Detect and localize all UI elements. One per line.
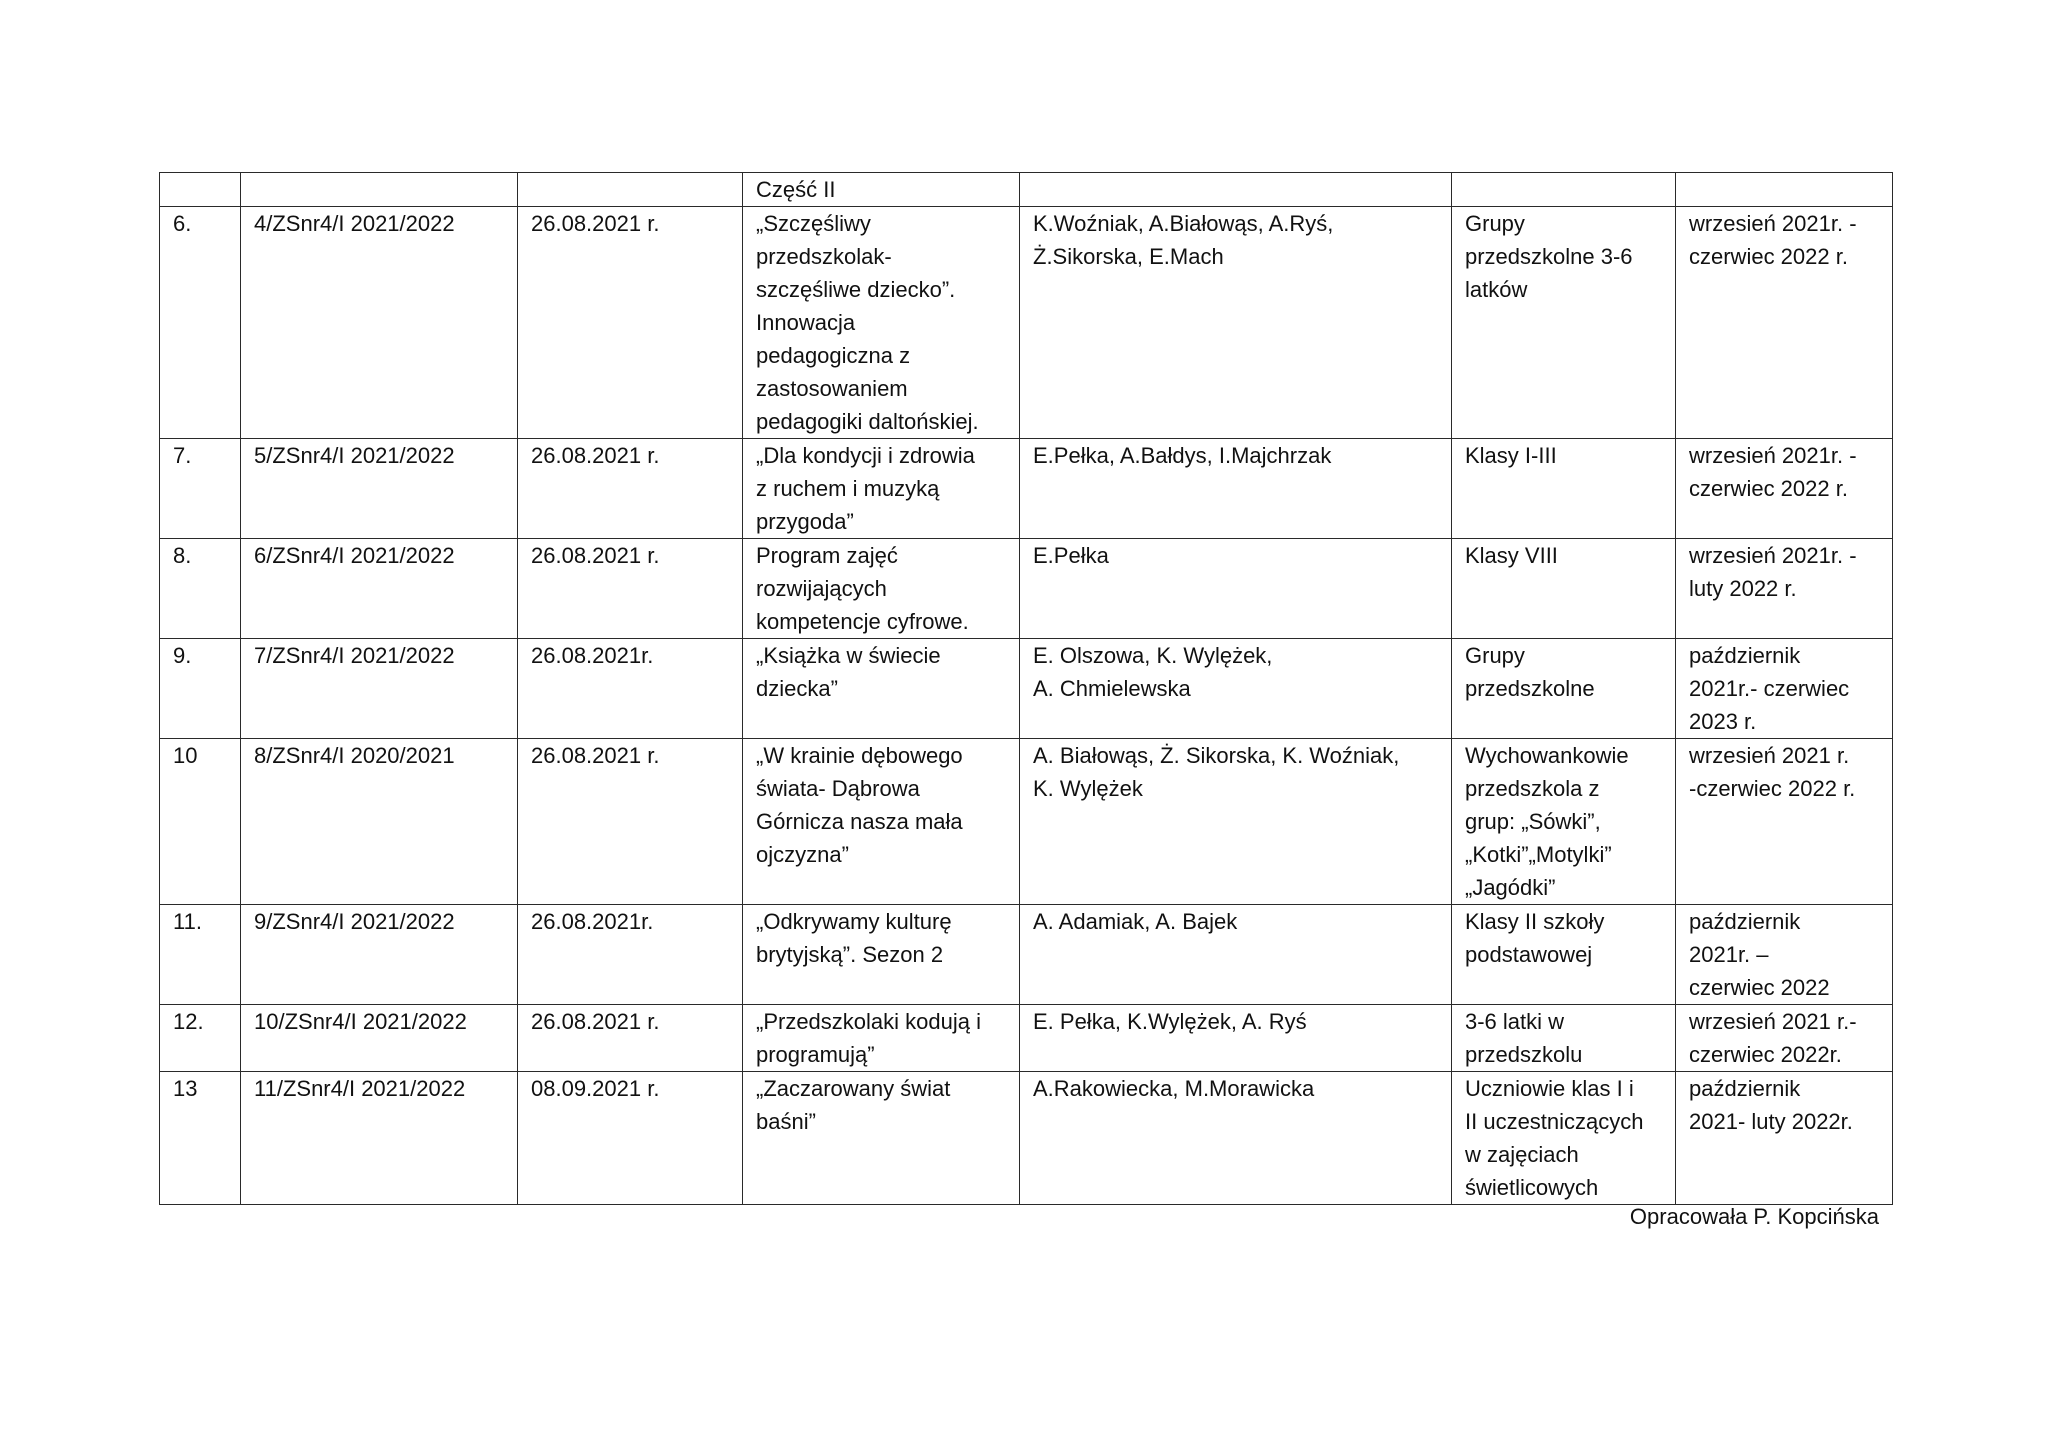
implementation-period-cell: październik 2021r.- czerwiec 2023 r. [1676,639,1893,739]
target-group-cell: Klasy I-III [1452,439,1676,539]
row-number-cell: 11. [160,905,241,1005]
authors-cell: A. Adamiak, A. Bajek [1020,905,1452,1005]
empty-cell [241,173,518,207]
empty-cell [1452,173,1676,207]
implementation-period-cell: wrzesień 2021 r.- czerwiec 2022r. [1676,1005,1893,1072]
approval-date-cell: 26.08.2021 r. [518,1005,743,1072]
table-row [160,439,1893,539]
table-row [160,905,1893,1005]
table-row [160,539,1893,639]
row-number-cell: 7. [160,439,241,539]
implementation-period-cell: wrzesień 2021r. - czerwiec 2022 r. [1676,207,1893,439]
authors-cell: E. Olszowa, K. Wylężek, A. Chmielewska [1020,639,1452,739]
empty-cell [1676,173,1893,207]
table-body [160,173,1893,1205]
registration-code-cell: 8/ZSnr4/I 2020/2021 [241,739,518,905]
row-number-cell: 10 [160,739,241,905]
row-number-cell: 6. [160,207,241,439]
section-label: Część II [743,173,1020,207]
implementation-period-cell: październik 2021r. – czerwiec 2022 [1676,905,1893,1005]
authors-cell: E. Pełka, K.Wylężek, A. Ryś [1020,1005,1452,1072]
registration-code-cell: 7/ZSnr4/I 2021/2022 [241,639,518,739]
target-group-cell: Klasy II szkoły podstawowej [1452,905,1676,1005]
registration-code-cell: 9/ZSnr4/I 2021/2022 [241,905,518,1005]
authors-cell: E.Pełka [1020,539,1452,639]
row-number-cell: 12. [160,1005,241,1072]
innovation-title-cell: „Zaczarowany świat baśni” [743,1072,1020,1205]
row-number-cell: 9. [160,639,241,739]
innovation-title-cell: „Odkrywamy kulturę brytyjską”. Sezon 2 [743,905,1020,1005]
registration-code-cell: 11/ZSnr4/I 2021/2022 [241,1072,518,1205]
row-number-cell: 8. [160,539,241,639]
authors-cell: K.Woźniak, A.Białowąs, A.Ryś, Ż.Sikorska, E.Mach [1020,207,1452,439]
registration-code-cell: 5/ZSnr4/I 2021/2022 [241,439,518,539]
authors-cell: A.Rakowiecka, M.Morawicka [1020,1072,1452,1205]
innovation-title-cell: „Dla kondycji i zdrowia z ruchem i muzyką przygoda” [743,439,1020,539]
empty-cell [518,173,743,207]
section-header-row [160,173,1893,207]
innovation-title-cell: „W krainie dębowego świata- Dąbrowa Górnicza nasza mała ojczyzna” [743,739,1020,905]
empty-cell [160,173,241,207]
approval-date-cell: 26.08.2021r. [518,639,743,739]
innovation-title-cell: „Przedszkolaki kodują i programują” [743,1005,1020,1072]
registration-code-cell: 10/ZSnr4/I 2021/2022 [241,1005,518,1072]
approval-date-cell: 08.09.2021 r. [518,1072,743,1205]
registration-code-cell: 6/ZSnr4/I 2021/2022 [241,539,518,639]
table-row [160,739,1893,905]
approval-date-cell: 26.08.2021 r. [518,539,743,639]
approval-date-cell: 26.08.2021 r. [518,207,743,439]
approval-date-cell: 26.08.2021r. [518,905,743,1005]
innovation-title-cell: „Książka w świecie dziecka” [743,639,1020,739]
row-number-cell: 13 [160,1072,241,1205]
empty-cell [1020,173,1452,207]
table-row [160,639,1893,739]
table-row [160,1005,1893,1072]
target-group-cell: Grupy przedszkolne 3-6 latków [1452,207,1676,439]
innovation-title-cell: Program zajęć rozwijających kompetencje cyfrowe. [743,539,1020,639]
target-group-cell: Grupy przedszkolne [1452,639,1676,739]
target-group-cell: Klasy VIII [1452,539,1676,639]
approval-date-cell: 26.08.2021 r. [518,739,743,905]
implementation-period-cell: październik 2021- luty 2022r. [1676,1072,1893,1205]
target-group-cell: 3-6 latki w przedszkolu [1452,1005,1676,1072]
innovations-table [159,172,1893,1205]
innovation-title-cell: „Szczęśliwy przedszkolak- szczęśliwe dziecko”. Innowacja pedagogiczna z zastosowaniem pedagogiki daltońskiej. [743,207,1020,439]
implementation-period-cell: wrzesień 2021 r. -czerwiec 2022 r. [1676,739,1893,905]
implementation-period-cell: wrzesień 2021r. - luty 2022 r. [1676,539,1893,639]
table-row [160,1072,1893,1205]
target-group-cell: Uczniowie klas I i II uczestniczących w zajęciach świetlicowych [1452,1072,1676,1205]
prepared-by-credit: Opracowała P. Kopcińska [1629,1204,1879,1229]
table-row [160,207,1893,439]
target-group-cell: Wychowankowie przedszkola z grup: „Sówki”, „Kotki”„Motylki” „Jagódki” [1452,739,1676,905]
registration-code-cell: 4/ZSnr4/I 2021/2022 [241,207,518,439]
authors-cell: A. Białowąs, Ż. Sikorska, K. Woźniak, K. Wylężek [1020,739,1452,905]
implementation-period-cell: wrzesień 2021r. - czerwiec 2022 r. [1676,439,1893,539]
approval-date-cell: 26.08.2021 r. [518,439,743,539]
authors-cell: E.Pełka, A.Bałdys, I.Majchrzak [1020,439,1452,539]
